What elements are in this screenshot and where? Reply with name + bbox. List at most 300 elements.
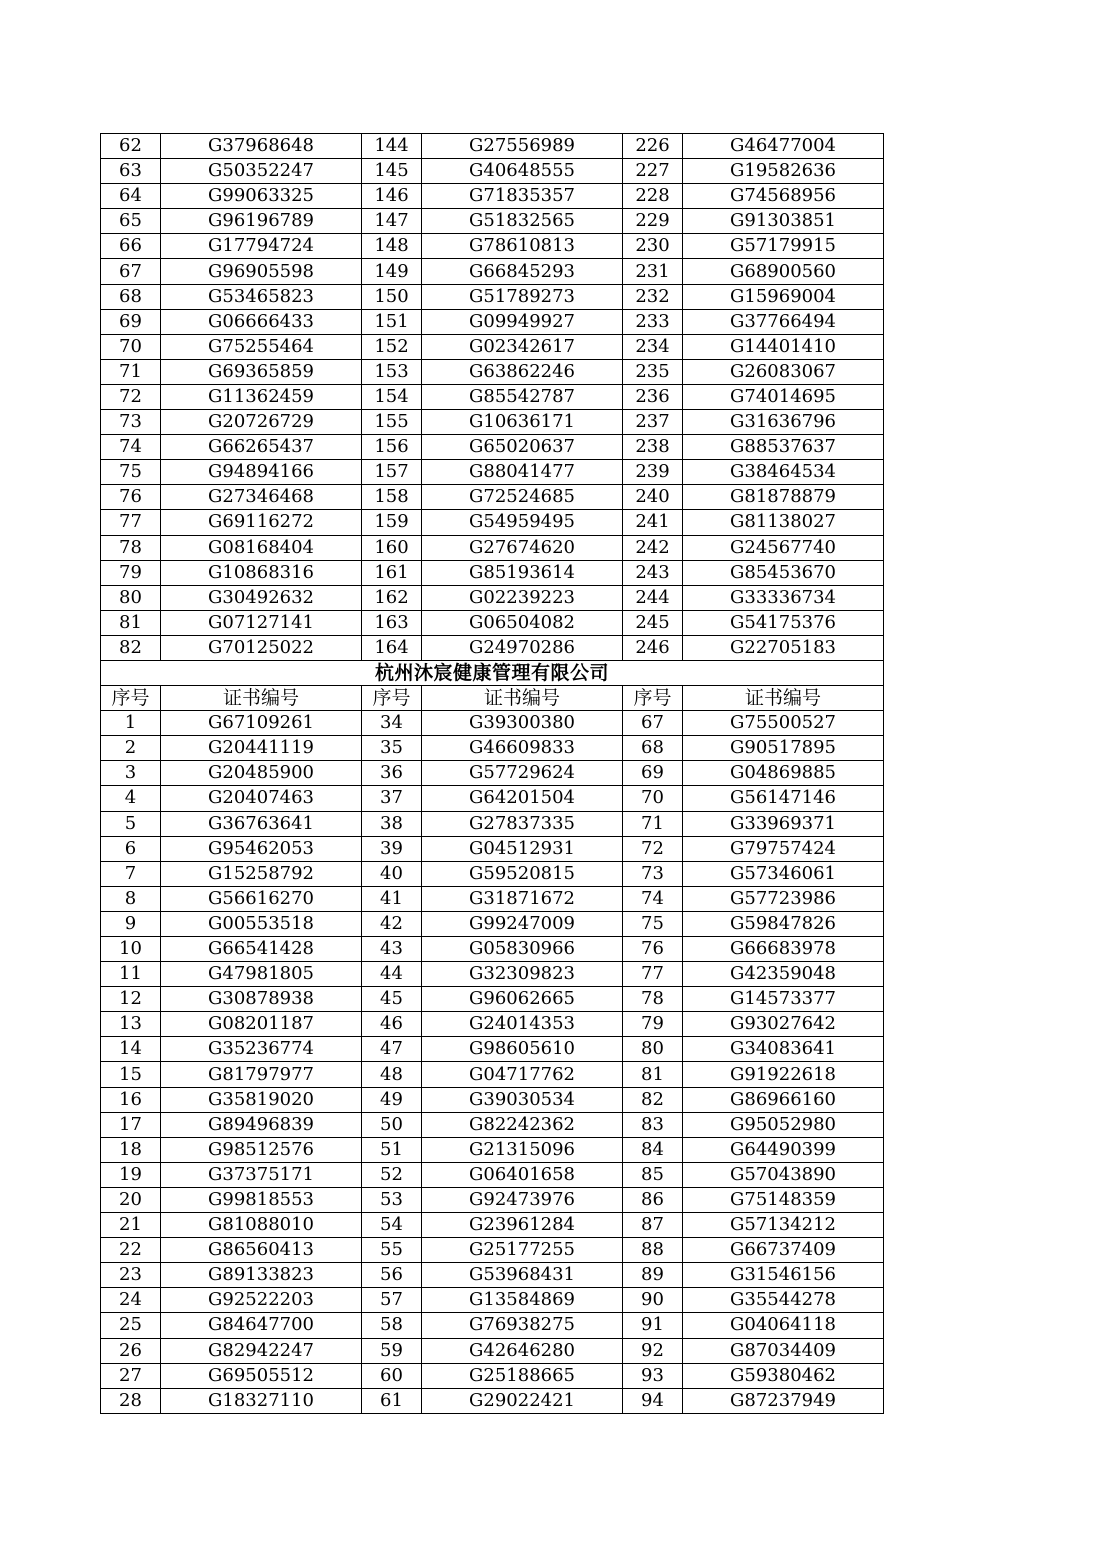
- cert-number-cell: G76938275: [422, 1313, 623, 1338]
- company-title-row: [101, 660, 884, 685]
- cert-number-cell: G81878879: [683, 485, 884, 510]
- table-row: [101, 1087, 884, 1112]
- cert-number-cell: G63862246: [422, 359, 623, 384]
- table-row: [101, 1012, 884, 1037]
- serial-cell: 82: [101, 635, 161, 660]
- serial-cell: 35: [362, 736, 422, 761]
- serial-cell: 22: [101, 1238, 161, 1263]
- cert-number-cell: G42359048: [683, 962, 884, 987]
- cert-number-cell: G35236774: [161, 1037, 362, 1062]
- table-row: [101, 309, 884, 334]
- serial-cell: 237: [623, 410, 683, 435]
- cert-number-cell: G31871672: [422, 886, 623, 911]
- cert-number-cell: G07127141: [161, 610, 362, 635]
- serial-cell: 43: [362, 937, 422, 962]
- serial-cell: 18: [101, 1137, 161, 1162]
- table-row: [101, 1388, 884, 1413]
- cert-number-cell: G85453670: [683, 560, 884, 585]
- serial-cell: 153: [362, 359, 422, 384]
- cert-number-cell: G66737409: [683, 1238, 884, 1263]
- serial-cell: 78: [101, 535, 161, 560]
- serial-cell: 60: [362, 1363, 422, 1388]
- cert-number-cell: G35544278: [683, 1288, 884, 1313]
- cert-number-cell: G06504082: [422, 610, 623, 635]
- serial-cell: 85: [623, 1162, 683, 1187]
- serial-cell: 94: [623, 1388, 683, 1413]
- cert-number-cell: G24970286: [422, 635, 623, 660]
- cert-number-cell: G36763641: [161, 811, 362, 836]
- cert-number-cell: G25177255: [422, 1238, 623, 1263]
- serial-cell: 226: [623, 134, 683, 159]
- serial-cell: 34: [362, 711, 422, 736]
- cert-number-cell: G00553518: [161, 911, 362, 936]
- cert-number-cell: G82942247: [161, 1338, 362, 1363]
- cert-number-cell: G21315096: [422, 1137, 623, 1162]
- cert-number-cell: G69365859: [161, 359, 362, 384]
- serial-cell: 45: [362, 987, 422, 1012]
- serial-cell: 74: [623, 886, 683, 911]
- serial-cell: 146: [362, 184, 422, 209]
- cert-number-cell: G59520815: [422, 861, 623, 886]
- serial-cell: 27: [101, 1363, 161, 1388]
- serial-cell: 76: [101, 485, 161, 510]
- serial-cell: 48: [362, 1062, 422, 1087]
- serial-cell: 76: [623, 937, 683, 962]
- serial-cell: 72: [101, 384, 161, 409]
- serial-cell: 235: [623, 359, 683, 384]
- cert-number-cell: G37766494: [683, 309, 884, 334]
- cert-number-cell: G56616270: [161, 886, 362, 911]
- serial-cell: 25: [101, 1313, 161, 1338]
- serial-cell: 84: [623, 1137, 683, 1162]
- cert-number-cell: G95052980: [683, 1112, 884, 1137]
- serial-cell: 149: [362, 259, 422, 284]
- table-row: [101, 987, 884, 1012]
- table-row: [101, 435, 884, 460]
- table-row: [101, 1338, 884, 1363]
- serial-cell: 15: [101, 1062, 161, 1087]
- cert-number-cell: G04512931: [422, 836, 623, 861]
- table-row: [101, 334, 884, 359]
- serial-cell: 56: [362, 1263, 422, 1288]
- cert-number-cell: G54959495: [422, 510, 623, 535]
- cert-number-cell: G46609833: [422, 736, 623, 761]
- serial-cell: 244: [623, 585, 683, 610]
- cert-number-cell: G64490399: [683, 1137, 884, 1162]
- serial-cell: 52: [362, 1162, 422, 1187]
- block1-rows: [101, 134, 884, 661]
- serial-cell: 77: [101, 510, 161, 535]
- serial-cell: 71: [623, 811, 683, 836]
- serial-cell: 70: [623, 786, 683, 811]
- cert-number-cell: G59380462: [683, 1363, 884, 1388]
- cert-number-cell: G81797977: [161, 1062, 362, 1087]
- serial-cell: 230: [623, 234, 683, 259]
- serial-cell: 11: [101, 962, 161, 987]
- cert-number-cell: G02239223: [422, 585, 623, 610]
- table-row: [101, 535, 884, 560]
- cert-number-cell: G10636171: [422, 410, 623, 435]
- serial-cell: 69: [101, 309, 161, 334]
- table-row: [101, 359, 884, 384]
- header-serial-1: 序号: [101, 686, 161, 711]
- serial-cell: 245: [623, 610, 683, 635]
- serial-cell: 68: [101, 284, 161, 309]
- serial-cell: 49: [362, 1087, 422, 1112]
- cert-number-cell: G25188665: [422, 1363, 623, 1388]
- cert-number-cell: G19582636: [683, 159, 884, 184]
- cert-number-cell: G89496839: [161, 1112, 362, 1137]
- serial-cell: 63: [101, 159, 161, 184]
- serial-cell: 26: [101, 1338, 161, 1363]
- cert-number-cell: G47981805: [161, 962, 362, 987]
- table-row: [101, 1263, 884, 1288]
- cert-number-cell: G38464534: [683, 460, 884, 485]
- cert-number-cell: G04869885: [683, 761, 884, 786]
- serial-cell: 233: [623, 309, 683, 334]
- cert-number-cell: G24014353: [422, 1012, 623, 1037]
- serial-cell: 86: [623, 1187, 683, 1212]
- cert-number-cell: G92522203: [161, 1288, 362, 1313]
- cert-number-cell: G32309823: [422, 962, 623, 987]
- cert-number-cell: G66265437: [161, 435, 362, 460]
- serial-cell: 14: [101, 1037, 161, 1062]
- serial-cell: 242: [623, 535, 683, 560]
- serial-cell: 158: [362, 485, 422, 510]
- table-row: [101, 485, 884, 510]
- cert-number-cell: G23961284: [422, 1213, 623, 1238]
- table-row: [101, 460, 884, 485]
- cert-number-cell: G26083067: [683, 359, 884, 384]
- table-row: [101, 1162, 884, 1187]
- serial-cell: 164: [362, 635, 422, 660]
- cert-number-cell: G56147146: [683, 786, 884, 811]
- cert-number-cell: G99063325: [161, 184, 362, 209]
- table-row: [101, 836, 884, 861]
- cert-number-cell: G66845293: [422, 259, 623, 284]
- serial-cell: 36: [362, 761, 422, 786]
- serial-cell: 5: [101, 811, 161, 836]
- cert-number-cell: G89133823: [161, 1263, 362, 1288]
- serial-cell: 78: [623, 987, 683, 1012]
- cert-number-cell: G22705183: [683, 635, 884, 660]
- cert-number-cell: G92473976: [422, 1187, 623, 1212]
- cert-number-cell: G70125022: [161, 635, 362, 660]
- cert-number-cell: G78610813: [422, 234, 623, 259]
- serial-cell: 145: [362, 159, 422, 184]
- table-row: [101, 786, 884, 811]
- table-row: [101, 1213, 884, 1238]
- table-row: [101, 1037, 884, 1062]
- serial-cell: 12: [101, 987, 161, 1012]
- cert-number-cell: G57043890: [683, 1162, 884, 1187]
- header-serial-2: 序号: [362, 686, 422, 711]
- serial-cell: 229: [623, 209, 683, 234]
- serial-cell: 231: [623, 259, 683, 284]
- serial-cell: 37: [362, 786, 422, 811]
- table-row: [101, 410, 884, 435]
- table-row: [101, 585, 884, 610]
- serial-cell: 92: [623, 1338, 683, 1363]
- serial-cell: 39: [362, 836, 422, 861]
- serial-cell: 67: [101, 259, 161, 284]
- serial-cell: 148: [362, 234, 422, 259]
- cert-number-cell: G59847826: [683, 911, 884, 936]
- cert-number-cell: G31546156: [683, 1263, 884, 1288]
- serial-cell: 65: [101, 209, 161, 234]
- serial-cell: 74: [101, 435, 161, 460]
- cert-number-cell: G06401658: [422, 1162, 623, 1187]
- serial-cell: 83: [623, 1112, 683, 1137]
- serial-cell: 4: [101, 786, 161, 811]
- serial-cell: 91: [623, 1313, 683, 1338]
- table-row: [101, 937, 884, 962]
- table-row: [101, 962, 884, 987]
- cert-number-cell: G57134212: [683, 1213, 884, 1238]
- cert-number-cell: G94894166: [161, 460, 362, 485]
- cert-number-cell: G08201187: [161, 1012, 362, 1037]
- cert-number-cell: G42646280: [422, 1338, 623, 1363]
- cert-number-cell: G74568956: [683, 184, 884, 209]
- serial-cell: 59: [362, 1338, 422, 1363]
- header-cert-2: 证书编号: [422, 686, 623, 711]
- table-row: [101, 1112, 884, 1137]
- cert-number-cell: G91922618: [683, 1062, 884, 1087]
- serial-cell: 70: [101, 334, 161, 359]
- cert-number-cell: G87237949: [683, 1388, 884, 1413]
- serial-cell: 87: [623, 1213, 683, 1238]
- serial-cell: 62: [101, 134, 161, 159]
- serial-cell: 144: [362, 134, 422, 159]
- serial-cell: 162: [362, 585, 422, 610]
- table-row: [101, 184, 884, 209]
- serial-cell: 161: [362, 560, 422, 585]
- cert-number-cell: G37968648: [161, 134, 362, 159]
- cert-number-cell: G40648555: [422, 159, 623, 184]
- serial-cell: 58: [362, 1313, 422, 1338]
- cert-number-cell: G24567740: [683, 535, 884, 560]
- cert-number-cell: G08168404: [161, 535, 362, 560]
- serial-cell: 16: [101, 1087, 161, 1112]
- cert-number-cell: G27346468: [161, 485, 362, 510]
- company-section: [101, 660, 884, 710]
- cert-number-cell: G27837335: [422, 811, 623, 836]
- serial-cell: 240: [623, 485, 683, 510]
- serial-cell: 28: [101, 1388, 161, 1413]
- serial-cell: 68: [623, 736, 683, 761]
- serial-cell: 80: [101, 585, 161, 610]
- cert-number-cell: G69505512: [161, 1363, 362, 1388]
- cert-number-cell: G57729624: [422, 761, 623, 786]
- table-row: [101, 711, 884, 736]
- cert-number-cell: G95462053: [161, 836, 362, 861]
- serial-cell: 232: [623, 284, 683, 309]
- table-row: [101, 1187, 884, 1212]
- cert-number-cell: G17794724: [161, 234, 362, 259]
- serial-cell: 73: [101, 410, 161, 435]
- cert-number-cell: G15969004: [683, 284, 884, 309]
- table-row: [101, 259, 884, 284]
- cert-number-cell: G57179915: [683, 234, 884, 259]
- serial-cell: 156: [362, 435, 422, 460]
- cert-number-cell: G99818553: [161, 1187, 362, 1212]
- serial-cell: 88: [623, 1238, 683, 1263]
- cert-number-cell: G14401410: [683, 334, 884, 359]
- cert-number-cell: G66683978: [683, 937, 884, 962]
- cert-number-cell: G53465823: [161, 284, 362, 309]
- cert-number-cell: G09949927: [422, 309, 623, 334]
- cert-number-cell: G88537637: [683, 435, 884, 460]
- cert-number-cell: G79757424: [683, 836, 884, 861]
- table-row: [101, 1238, 884, 1263]
- table-row: [101, 1137, 884, 1162]
- cert-number-cell: G72524685: [422, 485, 623, 510]
- serial-cell: 9: [101, 911, 161, 936]
- serial-cell: 82: [623, 1087, 683, 1112]
- cert-number-cell: G86560413: [161, 1238, 362, 1263]
- serial-cell: 67: [623, 711, 683, 736]
- serial-cell: 44: [362, 962, 422, 987]
- cert-number-cell: G75500527: [683, 711, 884, 736]
- serial-cell: 93: [623, 1363, 683, 1388]
- block2-rows: [101, 711, 884, 1414]
- table-row: [101, 811, 884, 836]
- cert-number-cell: G96062665: [422, 987, 623, 1012]
- serial-cell: 154: [362, 384, 422, 409]
- cert-number-cell: G18327110: [161, 1388, 362, 1413]
- serial-cell: 71: [101, 359, 161, 384]
- serial-cell: 228: [623, 184, 683, 209]
- serial-cell: 17: [101, 1112, 161, 1137]
- serial-cell: 236: [623, 384, 683, 409]
- cert-number-cell: G71835357: [422, 184, 623, 209]
- cert-number-cell: G05830966: [422, 937, 623, 962]
- serial-cell: 155: [362, 410, 422, 435]
- cert-number-cell: G99247009: [422, 911, 623, 936]
- table-row: [101, 911, 884, 936]
- table-row: [101, 209, 884, 234]
- serial-cell: 150: [362, 284, 422, 309]
- cert-number-cell: G57723986: [683, 886, 884, 911]
- cert-number-cell: G85193614: [422, 560, 623, 585]
- cert-number-cell: G51832565: [422, 209, 623, 234]
- serial-cell: 81: [623, 1062, 683, 1087]
- serial-cell: 69: [623, 761, 683, 786]
- serial-cell: 163: [362, 610, 422, 635]
- serial-cell: 47: [362, 1037, 422, 1062]
- serial-cell: 8: [101, 886, 161, 911]
- cert-number-cell: G11362459: [161, 384, 362, 409]
- cert-number-cell: G91303851: [683, 209, 884, 234]
- serial-cell: 147: [362, 209, 422, 234]
- cert-number-cell: G54175376: [683, 610, 884, 635]
- serial-cell: 159: [362, 510, 422, 535]
- serial-cell: 38: [362, 811, 422, 836]
- serial-cell: 72: [623, 836, 683, 861]
- serial-cell: 23: [101, 1263, 161, 1288]
- serial-cell: 80: [623, 1037, 683, 1062]
- cert-number-cell: G93027642: [683, 1012, 884, 1037]
- cert-number-cell: G04717762: [422, 1062, 623, 1087]
- serial-cell: 19: [101, 1162, 161, 1187]
- serial-cell: 40: [362, 861, 422, 886]
- cert-number-cell: G50352247: [161, 159, 362, 184]
- header-serial-3: 序号: [623, 686, 683, 711]
- table-row: [101, 635, 884, 660]
- serial-cell: 73: [623, 861, 683, 886]
- cert-number-cell: G57346061: [683, 861, 884, 886]
- cert-number-cell: G81088010: [161, 1213, 362, 1238]
- table-row: [101, 560, 884, 585]
- cert-number-cell: G85542787: [422, 384, 623, 409]
- cert-number-cell: G96196789: [161, 209, 362, 234]
- cert-number-cell: G31636796: [683, 410, 884, 435]
- table-row: [101, 510, 884, 535]
- cert-number-cell: G27556989: [422, 134, 623, 159]
- cert-number-cell: G96905598: [161, 259, 362, 284]
- cert-number-cell: G15258792: [161, 861, 362, 886]
- table-row: [101, 1288, 884, 1313]
- table-row: [101, 134, 884, 159]
- cert-number-cell: G64201504: [422, 786, 623, 811]
- serial-cell: 243: [623, 560, 683, 585]
- cert-number-cell: G30878938: [161, 987, 362, 1012]
- cert-number-cell: G10868316: [161, 560, 362, 585]
- cert-number-cell: G74014695: [683, 384, 884, 409]
- cert-number-cell: G46477004: [683, 134, 884, 159]
- table-row: [101, 234, 884, 259]
- cert-number-cell: G30492632: [161, 585, 362, 610]
- serial-cell: 46: [362, 1012, 422, 1037]
- serial-cell: 1: [101, 711, 161, 736]
- serial-cell: 66: [101, 234, 161, 259]
- cert-number-cell: G20407463: [161, 786, 362, 811]
- cert-number-cell: G02342617: [422, 334, 623, 359]
- header-cert-3: 证书编号: [683, 686, 884, 711]
- cert-number-cell: G88041477: [422, 460, 623, 485]
- certificate-table: [100, 133, 884, 1414]
- serial-cell: 24: [101, 1288, 161, 1313]
- serial-cell: 227: [623, 159, 683, 184]
- serial-cell: 241: [623, 510, 683, 535]
- header-cert-1: 证书编号: [161, 686, 362, 711]
- cert-number-cell: G75255464: [161, 334, 362, 359]
- cert-number-cell: G20441119: [161, 736, 362, 761]
- header-row: [101, 686, 884, 711]
- serial-cell: 50: [362, 1112, 422, 1137]
- table-row: [101, 284, 884, 309]
- cert-number-cell: G68900560: [683, 259, 884, 284]
- table-row: [101, 384, 884, 409]
- serial-cell: 3: [101, 761, 161, 786]
- table-row: [101, 736, 884, 761]
- serial-cell: 152: [362, 334, 422, 359]
- serial-cell: 75: [623, 911, 683, 936]
- cert-number-cell: G39300380: [422, 711, 623, 736]
- cert-number-cell: G66541428: [161, 937, 362, 962]
- cert-number-cell: G37375171: [161, 1162, 362, 1187]
- cert-number-cell: G20485900: [161, 761, 362, 786]
- serial-cell: 10: [101, 937, 161, 962]
- serial-cell: 246: [623, 635, 683, 660]
- company-title: 杭州沐宸健康管理有限公司: [101, 660, 884, 685]
- cert-number-cell: G86966160: [683, 1087, 884, 1112]
- serial-cell: 13: [101, 1012, 161, 1037]
- serial-cell: 75: [101, 460, 161, 485]
- cert-number-cell: G98512576: [161, 1137, 362, 1162]
- serial-cell: 239: [623, 460, 683, 485]
- serial-cell: 238: [623, 435, 683, 460]
